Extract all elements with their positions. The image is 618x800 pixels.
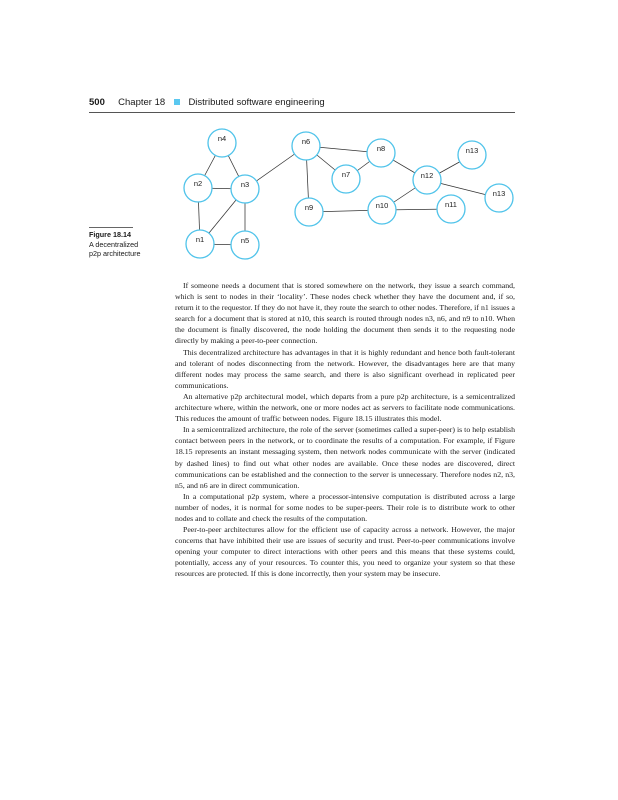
caption-line-1: A decentralized (89, 239, 139, 249)
node-label: n11 (445, 200, 457, 209)
paragraph: If someone needs a document that is stored somewhere on the network, they issue a search command, which is sent to nodes in their ‘locality’. These nodes check whether they have the document and, if so, return it to the requestor. If they do not have it, they route the search to other nodes. Therefore, if n1 issues a search for a document that is stored at n10, this search is routed through nodes n3, n6, and n9 to n10. When the document is finally discovered, the node holding the document then sends it to the requesting node directly by making a peer-to-peer connection. (175, 281, 515, 346)
caption-rule (89, 227, 133, 228)
node-n13a (458, 141, 486, 169)
paragraph: In a computational p2p system, where a processor-intensive computation is distributed across a large number of nodes, it is normal for some nodes to be super-peers. Their role is to distribute work to other nodes and to collate and check the results of the computation. (175, 491, 515, 523)
chapter-title: Distributed software engineering (188, 97, 325, 108)
node-n3 (231, 175, 259, 203)
caption-line-2: p2p architecture (89, 249, 141, 258)
node-label: n7 (341, 170, 351, 179)
node-label: n12 (420, 171, 434, 180)
node-label: n13 (465, 146, 479, 155)
node-n5 (231, 231, 259, 259)
node-label: n4 (217, 134, 227, 143)
figure-caption (89, 230, 169, 259)
figure-number: Figure 18.14 (89, 230, 131, 239)
node-n7 (332, 165, 360, 193)
node-label: n3 (240, 180, 250, 189)
node-n11 (437, 195, 465, 223)
node-label: n6 (301, 137, 311, 146)
paragraph: This decentralized architecture has advantages in that it is highly redundant and hence both fault-tolerant and tolerant of nodes disconnecting from the network. However, the disadvantages here are that many different nodes may process the same search, and there is also significant overhead in replicated peer communications. (175, 347, 515, 390)
node-n2 (184, 174, 212, 202)
node-n12 (413, 166, 441, 194)
body-text (175, 280, 515, 580)
nodes-layer (184, 129, 513, 259)
paragraph: An alternative p2p architectural model, which departs from a pure p2p architecture, is a semicentralized architecture where, within the network, one or more nodes act as servers to facilitate node communications. This reduces the amount of traffic between nodes. Figure 18.15 illustrates this model. (175, 391, 515, 424)
node-label: n9 (304, 203, 314, 212)
node-label: n2 (193, 179, 203, 188)
paragraph: Peer-to-peer architectures allow for the efficient use of capacity across a network. However, the major concerns that have inhibited their use are issues of security and trust. Peer-to-peer communications involve opening your computer to direct interactions with other peers and this means that these systems could, potentially, access any of your resources. To counter this, you need to organize your system so that these resources are protected. If this is done incorrectly, then your system may be insecure. (175, 525, 515, 579)
node-n9 (295, 198, 323, 226)
node-n10 (368, 196, 396, 224)
node-n6 (292, 132, 320, 160)
paragraph: In a semicentralized architecture, the role of the server (sometimes called a super-peer) is to help establish contact between peers in the network, or to coordinate the results of a computation. For example, if Figure 18.15 represents an instant messaging system, then network nodes communicate with the server (indicated by dashed lines) to find out what other nodes are available. Once these nodes are discovered, direct communications can be established and the connection to the server is unnecessary. Therefore nodes n2, n3, n5, and n6 are in direct communication. (175, 425, 515, 490)
node-n1 (186, 230, 214, 258)
node-label: n13 (492, 189, 506, 198)
node-n4 (208, 129, 236, 157)
node-n8 (367, 139, 395, 167)
chapter-label: Chapter 18 (118, 97, 166, 108)
node-label: n8 (376, 144, 386, 153)
node-label: n10 (375, 201, 389, 210)
node-n13b (485, 184, 513, 212)
node-label: n1 (195, 235, 205, 244)
page-number: 500 (89, 97, 105, 108)
node-label: n5 (240, 236, 250, 245)
